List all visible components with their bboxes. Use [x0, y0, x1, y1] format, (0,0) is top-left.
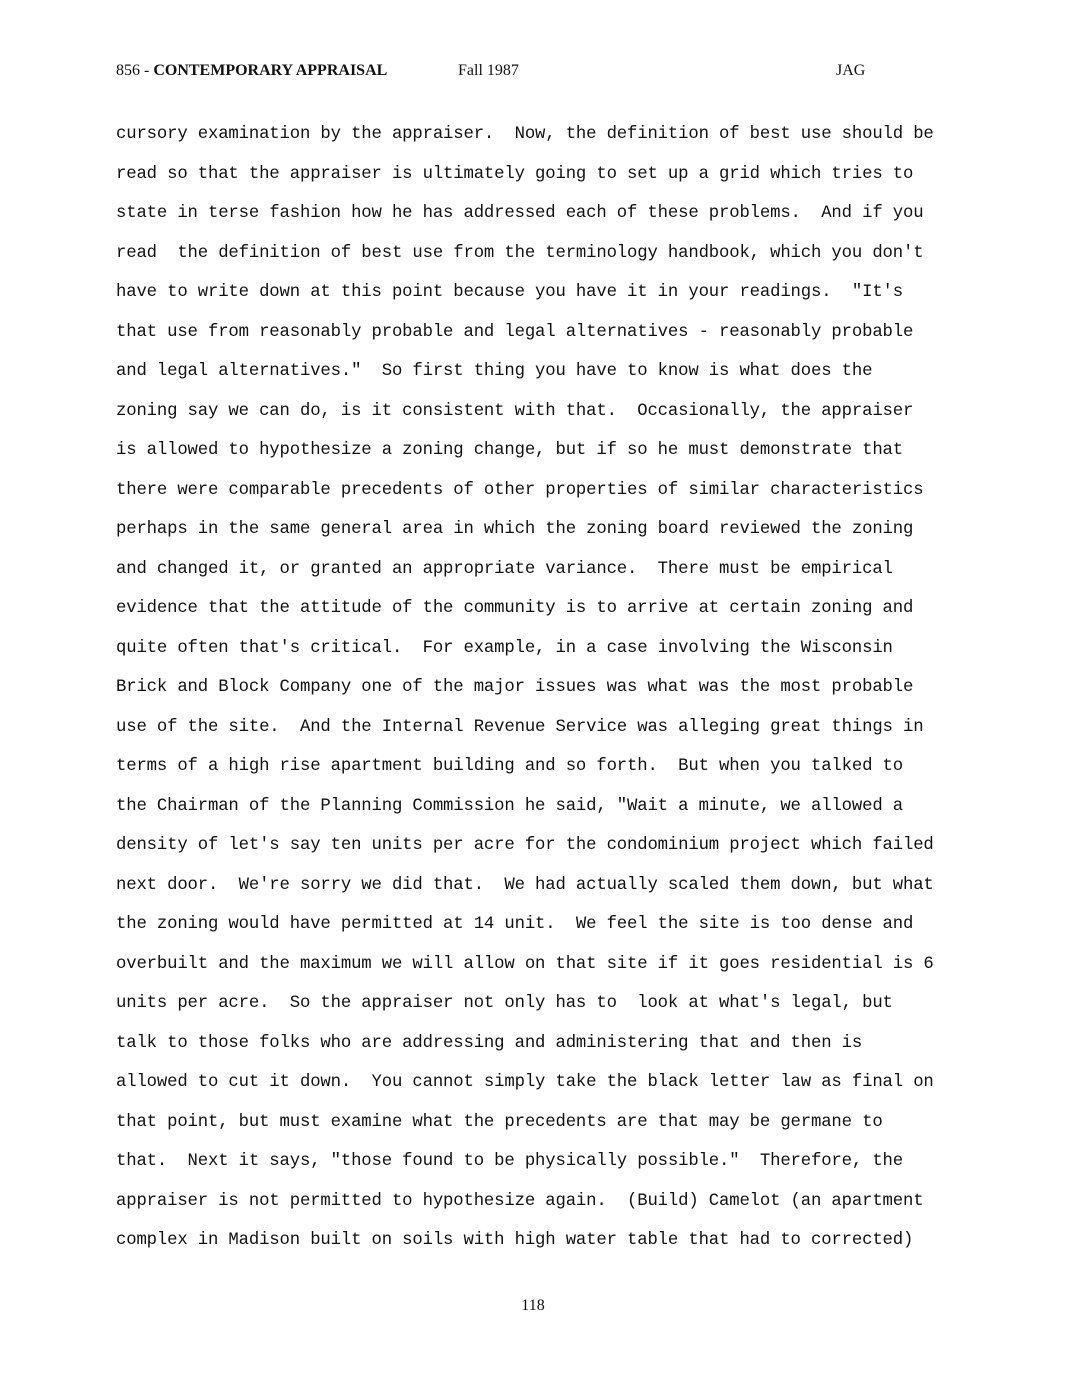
text-line: state in terse fashion how he has addressed each of these problems. And if you [116, 204, 924, 223]
text-line: that use from reasonably probable and legal alternatives - reasonably probable [116, 322, 914, 342]
text-line: appraiser is not permitted to hypothesize again. (Build) Camelot (an apartment [116, 1191, 924, 1211]
text-line: quite often that's critical. For example, in a case involving the Wisconsin [116, 638, 893, 658]
text-line: overbuilt and the maximum we will allow on that site if it goes residential is 6 [116, 954, 934, 974]
text-line: there were comparable precedents of other properties of similar characteristics [116, 480, 924, 500]
text-line: and legal alternatives." So first thing you have to know is what does the [116, 362, 873, 381]
text-line: evidence that the attitude of the community is to arrive at certain zoning and [116, 599, 914, 618]
text-line: read the definition of best use from the terminology handbook, which you don't [116, 243, 924, 263]
text-line: the Chairman of the Planning Commission he said, "Wait a minute, we allowed a [116, 796, 903, 816]
text-line: density of let's say ten units per acre for the condominium project which failed [116, 836, 934, 855]
text-line: Brick and Block Company one of the major issues was what was the most probable [116, 678, 914, 697]
text-line: next door. We're sorry we did that. We had actually scaled them down, but what [116, 875, 934, 895]
text-line: terms of a high rise apartment building and so forth. But when you talked to [116, 757, 903, 776]
term-label: Fall 1987 [458, 62, 519, 79]
page-header [116, 62, 876, 84]
text-line: allowed to cut it down. You cannot simply take the black letter law as final on [116, 1073, 934, 1092]
text-line: read so that the appraiser is ultimately going to set up a grid which tries to [116, 164, 914, 184]
course-number: 856 - [116, 62, 154, 79]
text-line: that. Next it says, "those found to be physically possible." Therefore, the [116, 1152, 903, 1171]
text-line: use of the site. And the Internal Revenue Service was alleging great things in [116, 717, 924, 737]
text-line: talk to those folks who are addressing and administering that and then is [116, 1033, 863, 1053]
text-line: units per acre. So the appraiser not only has to look at what's legal, but [116, 994, 893, 1013]
text-line: and changed it, or granted an appropriate variance. There must be empirical [116, 559, 893, 579]
text-line: perhaps in the same general area in which the zoning board reviewed the zoning [116, 520, 914, 539]
text-line: cursory examination by the appraiser. Now, the definition of best use should be [116, 125, 934, 144]
text-line: complex in Madison built on soils with high water table that had to corrected) [116, 1231, 914, 1250]
author-initials: JAG [836, 62, 866, 79]
course-title: CONTEMPORARY APPRAISAL [153, 62, 388, 79]
text-line: have to write down at this point because you have it in your readings. "It's [116, 283, 903, 302]
text-line: zoning say we can do, is it consistent with that. Occasionally, the appraiser [116, 401, 914, 421]
page-number: 118 [521, 1297, 545, 1314]
transcript-body [116, 124, 956, 1270]
text-line: is allowed to hypothesize a zoning change, but if so he must demonstrate that [116, 441, 903, 460]
text-line: that point, but must examine what the precedents are that may be germane to [116, 1112, 883, 1132]
course-heading [116, 62, 387, 80]
text-line: the zoning would have permitted at 14 unit. We feel the site is too dense and [116, 915, 914, 934]
